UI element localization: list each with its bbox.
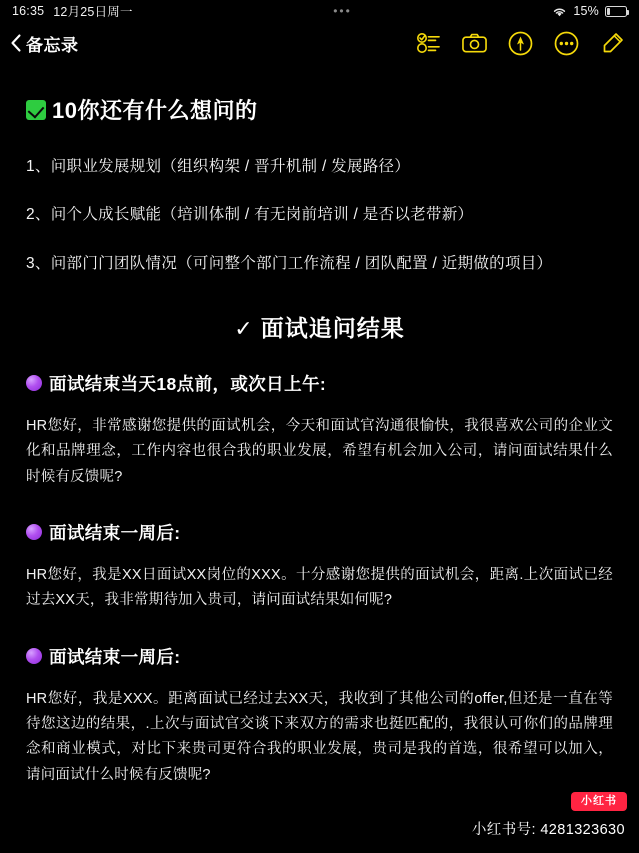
list-item: 2、问个人成长赋能（培训体制 / 有无岗前培训 / 是否以老带新） [26, 206, 474, 224]
list-item: 3、问部门门团队情况（可问整个部门工作流程 / 团队配置 / 近期做的项目） [26, 254, 553, 272]
subsection-body-2: HR您好，我是XX日面试XX岗位的XXX。十分感谢您提供的面试机会，距离.上次面试已经过去XX天，我非常期待加入贵司，请问面试结果如何呢? [26, 566, 613, 609]
status-bar-center [133, 4, 553, 18]
status-bar-left [12, 2, 133, 20]
subsection-heading-2-text: 面试结束一周后: [49, 522, 181, 543]
subsection-heading-1-text: 面试结束当天18点前，或次日上午: [49, 373, 327, 394]
subsection-body-1: HR您好，非常感谢您提供的面试机会，今天和面试官沟通很愉快，我很喜欢公司的企业文化和品牌理念，工作内容也很合我的职业发展，希望有机会加入公司，请问面试结果什么时候有反馈呢? [26, 417, 613, 485]
activity-dots-icon: ••• [333, 4, 352, 18]
status-bar-right [552, 4, 627, 18]
status-bar [0, 0, 639, 22]
camera-icon[interactable] [462, 31, 487, 56]
purple-bullet-icon [26, 524, 42, 540]
section-title [26, 310, 613, 343]
nav-bar [0, 22, 639, 64]
question-list [26, 155, 613, 275]
green-check-icon [26, 100, 46, 120]
status-time: 16:35 [12, 4, 45, 18]
back-button[interactable] [10, 31, 79, 56]
check-mark-glyph: ✓ [234, 315, 254, 341]
subsection-heading-2 [26, 520, 613, 545]
wifi-icon [552, 6, 567, 17]
subsection-heading-1 [26, 371, 613, 396]
list-item: 1、问职业发展规划（组织构架 / 晋升机制 / 发展路径） [26, 158, 411, 175]
status-date: 12月25日周一 [53, 5, 133, 19]
checklist-icon[interactable] [416, 31, 441, 56]
subsection-heading-3 [26, 644, 613, 669]
note-content [0, 64, 639, 788]
battery-icon [605, 6, 627, 17]
subsection-body-3: HR您好，我是XXX。距离面试已经过去XX天，我收到了其他公司的offer,但还是一直在等待您这边的结果，.上次与面试官交谈下来双方的需求也挺匹配的，我很认可你们的品牌理念和商业模式，对比下来贵司更符合我的职业发展，贵司是我的首选，很希望可以加入，请问面试什么时候有反馈呢? [26, 690, 613, 783]
chevron-left-icon [10, 34, 22, 52]
section-title-text: 面试追问结果 [260, 314, 405, 341]
xiaohongshu-id-label: 小红书号: 4281323630 [471, 822, 625, 838]
subsection-heading-3-text: 面试结束一周后: [49, 646, 181, 667]
nav-actions [416, 31, 625, 56]
purple-bullet-icon [26, 648, 42, 664]
note-heading [26, 94, 613, 125]
nav-title: 备忘录 [26, 35, 79, 55]
purple-bullet-icon [26, 375, 42, 391]
xiaohongshu-watermark: 小红书 [571, 792, 627, 811]
markup-pen-icon[interactable] [508, 31, 533, 56]
battery-percent-label: 15% [573, 4, 599, 18]
compose-icon[interactable] [600, 31, 625, 56]
more-options-icon[interactable] [554, 31, 579, 56]
note-heading-text: 10你还有什么想问的 [52, 98, 258, 123]
